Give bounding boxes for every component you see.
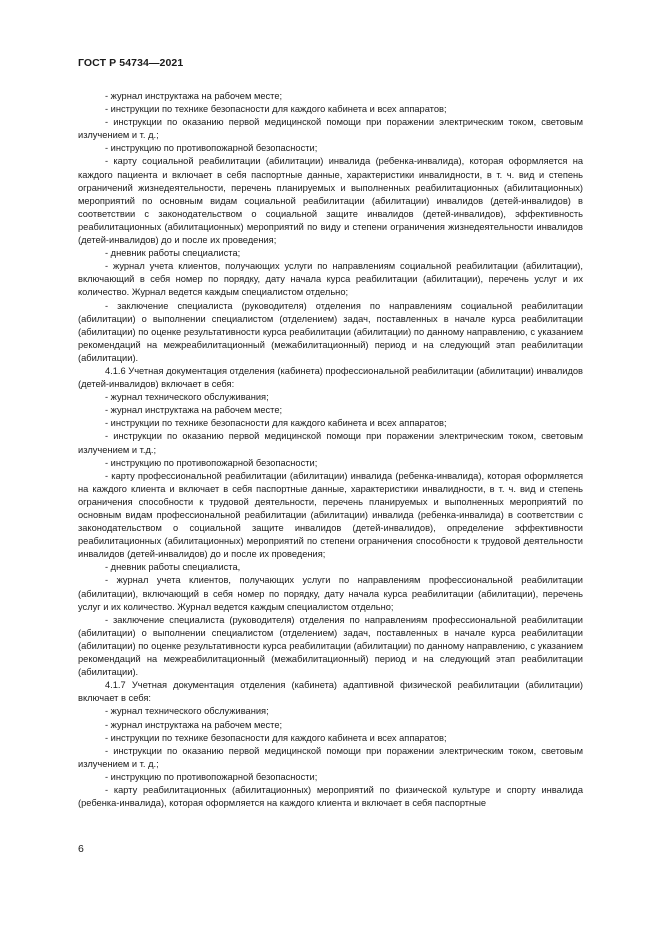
paragraph: - заключение специалиста (руководителя) отделения по направлениям социальной реабилитации (абилитации) о выполнении специалистом (отделением) задач, поставленных в начале курса реабилитации (абилитации) по оценке результативности курса реабилитации (абилитации) по данному направлению, с указанием рекомендаций на межреабилитационный (межабилитационный) период и на следующий этап реабилитации (абилитации). <box>78 300 583 363</box>
paragraph: - дневник работы специалиста; <box>105 248 241 259</box>
page-number: 6 <box>78 843 84 855</box>
paragraph: - журнал инструктажа на рабочем месте; <box>105 719 283 730</box>
paragraph: - инструкции по оказанию первой медицинской помощи при поражении электрическим током, световым излучением и т. д.; <box>78 117 583 141</box>
paragraph: - журнал учета клиентов, получающих услуги по направлениям профессиональной реабилитации (абилитации), включающий в себя номер по порядку, дату начала курса реабилитации (абилитации), перечень услуг и их количество. Журнал ведется каждым специалистом отдельно; <box>78 575 583 612</box>
paragraph: - инструкцию по противопожарной безопасности; <box>105 457 318 468</box>
body-text <box>78 90 583 810</box>
paragraph: - инструкции по оказанию первой медицинской помощи при поражении электрическим током, световым излучением и т. д.; <box>78 745 583 769</box>
paragraph: - журнал технического обслуживания; <box>105 706 269 717</box>
paragraph: - инструкции по технике безопасности для каждого кабинета и всех аппаратов; <box>105 418 447 429</box>
paragraph: - инструкции по технике безопасности для каждого кабинета и всех аппаратов; <box>105 104 447 115</box>
paragraph: - журнал технического обслуживания; <box>105 392 269 403</box>
paragraph: - инструкцию по противопожарной безопасности; <box>105 143 318 154</box>
section-4-1-7: 4.1.7 Учетная документация отделения (кабинета) адаптивной физической реабилитации (абилитации) включает в себя: <box>78 680 583 704</box>
paragraph: - журнал учета клиентов, получающих услуги по направлениям социальной реабилитации (абилитации), включающий в себя номер по порядку, дату начала курса реабилитации (абилитации), перечень услуг и их количество. Журнал ведется каждым специалистом отдельно; <box>78 261 583 298</box>
paragraph: - карту реабилитационных (абилитационных) мероприятий по физической культуре и спорту инвалида (ребенка-инвалида), которая оформляется на каждого клиента и включает в себя паспортные <box>78 784 583 809</box>
paragraph: - инструкцию по противопожарной безопасности; <box>105 771 318 782</box>
standard-designation: ГОСТ Р 54734—2021 <box>78 57 184 69</box>
section-4-1-6: 4.1.6 Учетная документация отделения (кабинета) профессиональной реабилитации (абилитации) инвалидов (детей-инвалидов) включает в себя: <box>78 365 583 390</box>
paragraph: - заключение специалиста (руководителя) отделения по направлениям профессиональной реабилитации (абилитации) о выполнении специалистом (отделением) задач, поставленных в начале курса реабилитации (абилитации) по оценке результативности курса реабилитации (абилитации) по данному направлению, с указанием рекомендаций на межреабилитационный (межабилитационный) период и на следующий этап реабилитации (абилитации). <box>78 614 583 678</box>
paragraph: - инструкции по технике безопасности для каждого кабинета и всех аппаратов; <box>105 732 447 743</box>
paragraph: - журнал инструктажа на рабочем месте; <box>105 91 283 101</box>
paragraph: - карту социальной реабилитации (абилитации) инвалида (ребенка-инвалида), которая оформляется на каждого пациента и включает в себя паспортные данные, характеристики инвалидности, в т. ч. вид и степень ограничений жизнедеятельности, перечень планируемых и выполненных реабилитационных (абилитационных) мероприятий по основным видам социальной реабилитации (абилитации) инвалидов (детей-инвалидов) в соответствии с законодательством о социальной защите инвалидов (детей-инвалидов), эффективность реабилитационных (абилитационных) мероприятий по виду и степени ограничения жизнедеятельности инвалидов (детей-инвалидов) до и после их проведения; <box>78 156 583 246</box>
paragraph: - инструкции по оказанию первой медицинской помощи при поражении электрическим током, световым излучением и т.д.; <box>78 431 583 455</box>
paragraph: - журнал инструктажа на рабочем месте; <box>105 405 283 416</box>
paragraph: - карту профессиональной реабилитации (абилитации) инвалида (ребенка-инвалида), которая оформляется на каждого клиента и включает в себя паспортные данные, характеристики инвалидности, в т. ч. вид и степень ограничения способности к трудовой деятельности, перечень планируемых и выполненных мероприятий по основным видам профессиональной реабилитации (абилитации) инвалида (ребенка-инвалида) в соответствии с законодательством о социальной защите инвалидов (детей-инвалидов), определение эффективности реабилитационных (абилитационных) мероприятий по степени ограничения способности к трудовой деятельности инвалидов (детей-инвалидов) до и после их проведения; <box>78 470 583 560</box>
paragraph: - дневник работы специалиста, <box>105 562 241 573</box>
